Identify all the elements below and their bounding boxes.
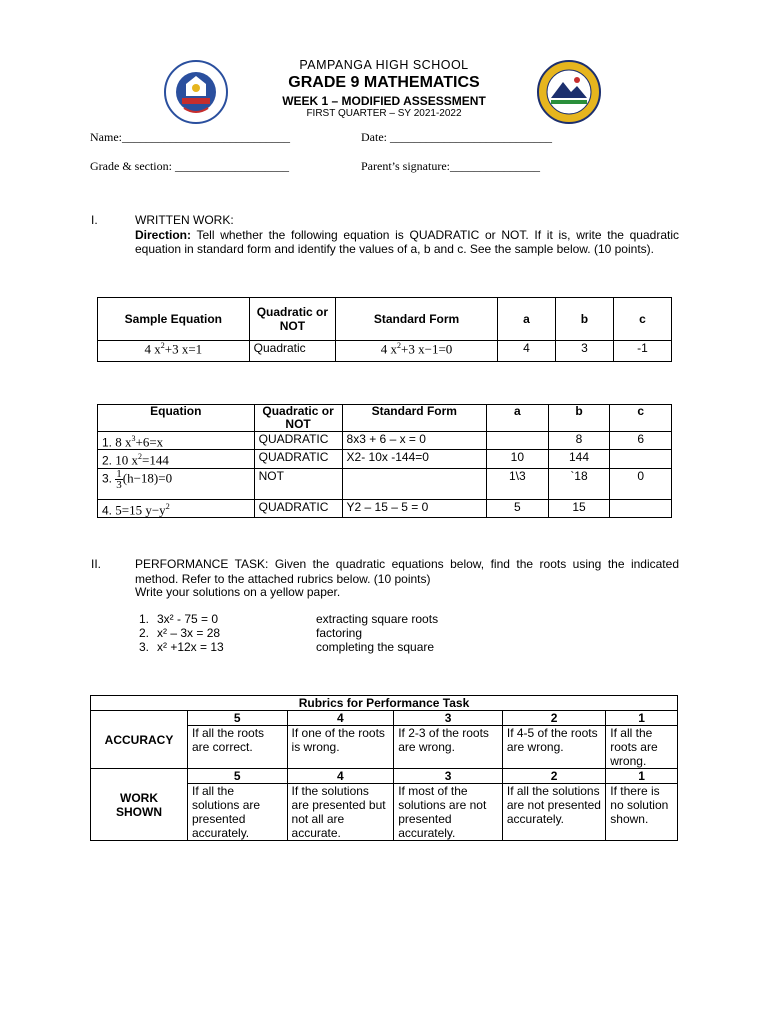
score-1: 1 <box>606 711 678 726</box>
task-item-3-eq: x² +12x = 13 <box>157 640 224 654</box>
section-1-numeral: I. <box>91 213 98 227</box>
rubric-table <box>90 695 678 841</box>
rubric-score-row-2 <box>91 769 678 784</box>
answer-type-2[interactable]: QUADRATIC <box>254 450 342 468</box>
sample-header-equation: Sample Equation <box>98 298 250 341</box>
direction-label: Direction: <box>135 227 192 242</box>
answer-standard-4[interactable]: Y2 – 15 – 5 = 0 <box>342 499 487 517</box>
answer-header-b: b <box>548 405 610 432</box>
section-1-title: WRITTEN WORK: <box>135 213 234 227</box>
table-row <box>98 499 672 517</box>
sample-equation: 4 $x^2+3$ x=1 <box>98 341 250 362</box>
score-1: 1 <box>606 769 678 784</box>
task-item-3-method: completing the square <box>316 640 435 654</box>
answer-c-4[interactable] <box>610 499 672 517</box>
answer-c-1[interactable]: 6 <box>610 432 672 450</box>
accuracy-cell-2: If 4-5 of the roots are wrong. <box>502 726 605 769</box>
answer-a-1[interactable] <box>487 432 549 450</box>
table-row <box>98 468 672 499</box>
answer-equation-3: 3. $\frac{1}{3}$ (h−18)=0 <box>98 468 255 499</box>
date-field[interactable]: Date: ___________________________ <box>361 130 552 144</box>
criterion-accuracy: ACCURACY <box>91 711 188 769</box>
answer-c-3[interactable]: 0 <box>610 468 672 499</box>
table-row <box>98 432 672 450</box>
score-2: 2 <box>502 769 605 784</box>
score-2: 2 <box>502 711 605 726</box>
answer-header-c: c <box>610 405 672 432</box>
sample-header-type: Quadratic or NOT <box>249 298 336 341</box>
sample-header-a: a <box>497 298 555 341</box>
answer-equation-4: 4. 5=15 $y-y^2$ <box>98 499 255 517</box>
task-item-2-eq: x² – 3x = 28 <box>157 626 221 640</box>
accuracy-cell-4: If one of the roots is wrong. <box>287 726 394 769</box>
week-title: WEEK 1 – MODIFIED ASSESSMENT <box>282 94 486 108</box>
table-row <box>98 450 672 468</box>
work-cell-2: If all the solutions are not presented accurately. <box>502 784 605 841</box>
accuracy-cell-5: If all the roots are correct. <box>188 726 288 769</box>
score-5: 5 <box>188 711 288 726</box>
rubric-title-row <box>91 696 678 711</box>
rubric-title: Rubrics for Performance Task <box>91 696 678 711</box>
rubric-score-row-1 <box>91 711 678 726</box>
answer-type-1[interactable]: QUADRATIC <box>254 432 342 450</box>
task-item-2-method: factoring <box>316 626 363 640</box>
school-name: PAMPANGA HIGH SCHOOL <box>299 58 469 72</box>
answer-b-4[interactable]: 15 <box>548 499 610 517</box>
fraction: $\frac{1}{3}$ <box>116 467 122 491</box>
subject-title: GRADE 9 MATHEMATICS <box>288 74 480 91</box>
work-cell-4: If the solutions are presented but not all are accurate. <box>287 784 394 841</box>
task-item-1-num: 1. <box>139 612 150 626</box>
task-item-1-method: extracting square roots <box>316 612 439 626</box>
answer-type-4[interactable]: QUADRATIC <box>254 499 342 517</box>
answer-type-3[interactable]: NOT <box>254 468 342 499</box>
section-2-numeral: II. <box>91 557 102 571</box>
sample-c: -1 <box>613 341 671 362</box>
section-2-text: PERFORMANCE TASK: Given the quadratic equations below, find the roots using the indicated method. Refer to the attached rubrics below. (10 points) <box>135 557 679 586</box>
answer-a-3[interactable]: 1\3 <box>487 468 549 499</box>
sample-header-row <box>98 298 672 341</box>
answer-header-type: Quadratic or NOT <box>254 405 342 432</box>
parent-signature-field[interactable]: Parent’s signature:_______________ <box>361 159 540 173</box>
answer-standard-3[interactable] <box>342 468 487 499</box>
work-cell-5: If all the solutions are presented accurately. <box>188 784 288 841</box>
answer-equation-2: 2. 10 $x^2=144$ <box>98 450 255 468</box>
sample-type: Quadratic <box>249 341 336 362</box>
answer-c-2[interactable] <box>610 450 672 468</box>
answer-header-equation: Equation <box>98 405 255 432</box>
score-3: 3 <box>394 769 503 784</box>
answer-header-standard: Standard Form <box>342 405 487 432</box>
task-item-1-eq: 3x² - 75 = 0 <box>157 612 219 626</box>
section-1-direction <box>135 228 679 257</box>
answer-b-3[interactable]: `18 <box>548 468 610 499</box>
section-1-text <box>135 213 679 257</box>
answer-a-2[interactable]: 10 <box>487 450 549 468</box>
answer-a-4[interactable]: 5 <box>487 499 549 517</box>
sample-standard: 4 $x^2+3$ x−1=0 <box>336 341 498 362</box>
task-item-3-num: 3. <box>139 640 150 654</box>
task-item-2-num: 2. <box>139 626 150 640</box>
criterion-work-shown: WORK SHOWN <box>91 769 188 841</box>
sample-header-b: b <box>555 298 613 341</box>
sample-header-c: c <box>613 298 671 341</box>
accuracy-cell-3: If 2-3 of the roots are wrong. <box>394 726 503 769</box>
work-cell-1: If there is no solution shown. <box>606 784 678 841</box>
sample-row <box>98 341 672 362</box>
work-cell-3: If most of the solutions are not presented accurately. <box>394 784 503 841</box>
answer-b-2[interactable]: 144 <box>548 450 610 468</box>
grade-section-field[interactable]: Grade & section: ___________________ <box>90 159 289 173</box>
sample-table <box>97 297 672 362</box>
answer-header-row <box>98 405 672 432</box>
answer-equation-1: 1. 8 $x^3+6=x$ <box>98 432 255 450</box>
score-3: 3 <box>394 711 503 726</box>
score-4: 4 <box>287 769 394 784</box>
answer-standard-2[interactable]: X2- 10x -144=0 <box>342 450 487 468</box>
name-field[interactable]: Name:____________________________ <box>90 130 290 144</box>
answer-table <box>97 404 672 518</box>
answer-b-1[interactable]: 8 <box>548 432 610 450</box>
score-4: 4 <box>287 711 394 726</box>
sample-a: 4 <box>497 341 555 362</box>
answer-header-a: a <box>487 405 549 432</box>
score-5: 5 <box>188 769 288 784</box>
sample-header-standard: Standard Form <box>336 298 498 341</box>
section-2-note: Write your solutions on a yellow paper. <box>135 585 341 599</box>
sample-b: 3 <box>555 341 613 362</box>
quarter-label: FIRST QUARTER – SY 2021-2022 <box>306 108 462 119</box>
accuracy-cell-1: If all the roots are wrong. <box>606 726 678 769</box>
direction-text: Tell whether the following equation is QUADRATIC or NOT. If it is, write the quadratic equation in standard form and identify the values of a, b and c. See the sample below. (10 points). <box>135 227 679 256</box>
answer-standard-1[interactable]: 8x3 + 6 – x = 0 <box>342 432 487 450</box>
